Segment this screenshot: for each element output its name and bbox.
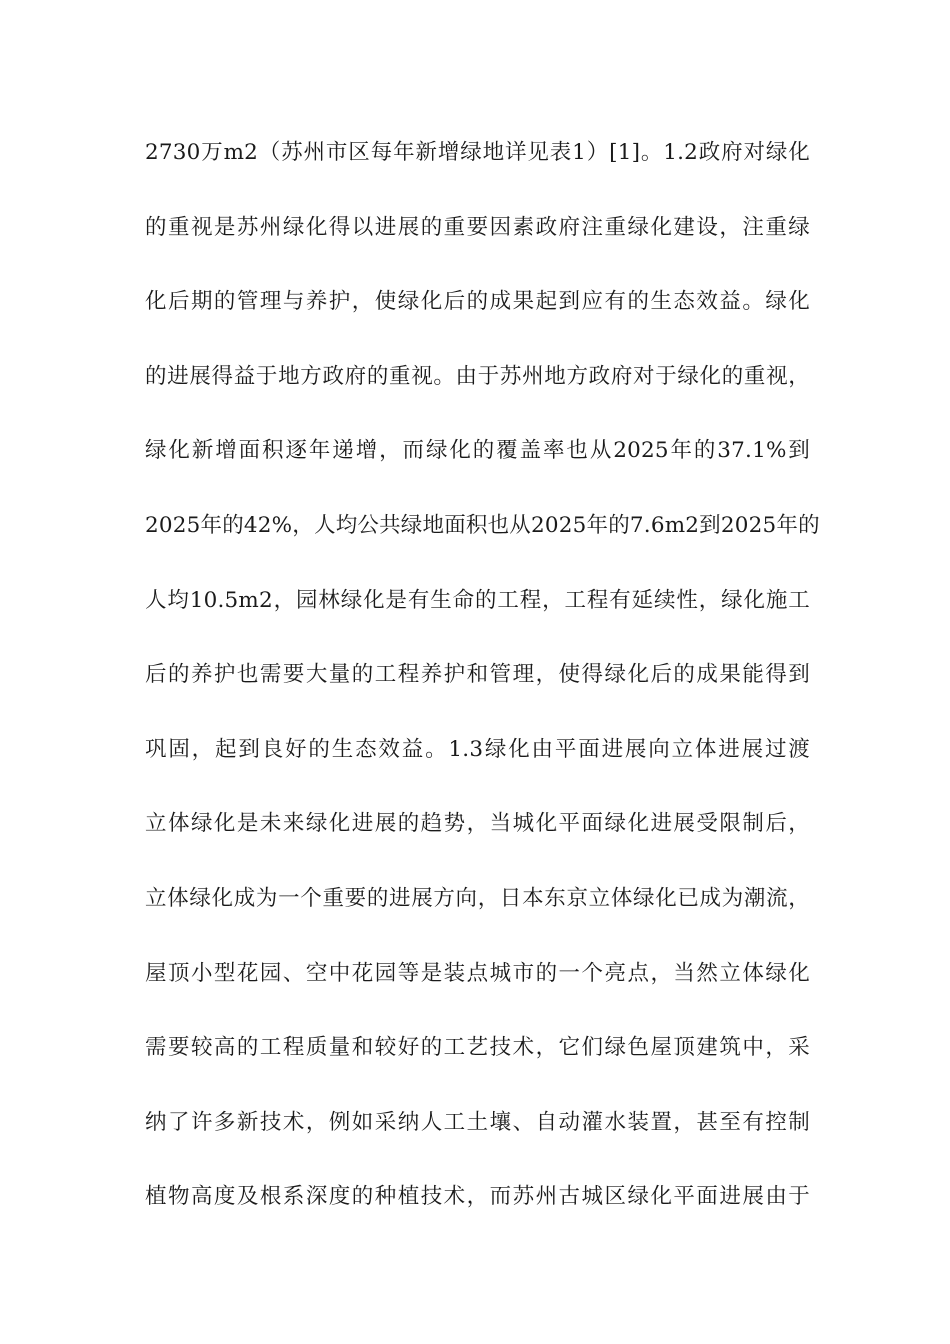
- text-line: 2025年的42%，人均公共绿地面积也从2025年的7.6m2到2025年的: [145, 512, 820, 538]
- text-line: 立体绿化成为一个重要的进展方向，日本东京立体绿化已成为潮流，: [145, 885, 810, 911]
- text-line: 的进展得益于地方政府的重视。由于苏州地方政府对于绿化的重视，: [145, 363, 810, 389]
- text-line: 立体绿化是未来绿化进展的趋势，当城化平面绿化进展受限制后，: [145, 811, 810, 837]
- text-line: 后的养护也需要大量的工程养护和管理，使得绿化后的成果能得到: [145, 662, 810, 688]
- text-line: 植物高度及根系深度的种植技术，而苏州古城区绿化平面进展由于: [145, 1184, 810, 1210]
- text-line: 需要较高的工程质量和较好的工艺技术，它们绿色屋顶建筑中，采: [145, 1035, 810, 1061]
- text-line: 的重视是苏州绿化得以进展的重要因素政府注重绿化建设，注重绿: [145, 214, 810, 240]
- body-paragraph: [145, 133, 820, 1252]
- text-line: 化后期的管理与养护，使绿化后的成果起到应有的生态效益。绿化: [145, 289, 810, 315]
- text-line: 巩固，起到良好的生态效益。1.3绿化由平面进展向立体进展过渡: [145, 736, 810, 762]
- text-line: 人均10.5m2，园林绿化是有生命的工程，工程有延续性，绿化施工: [145, 587, 810, 613]
- text-line: 2730万m2（苏州市区每年新增绿地详见表1）[1]。1.2政府对绿化: [145, 140, 810, 165]
- text-line: 纳了许多新技术，例如采纳人工土壤、自动灌水装置，甚至有控制: [145, 1109, 810, 1135]
- text-line: 屋顶小型花园、空中花园等是装点城市的一个亮点，当然立体绿化: [145, 960, 810, 986]
- text-line: 绿化新增面积逐年递增，而绿化的覆盖率也从2025年的37.1%到: [145, 438, 810, 464]
